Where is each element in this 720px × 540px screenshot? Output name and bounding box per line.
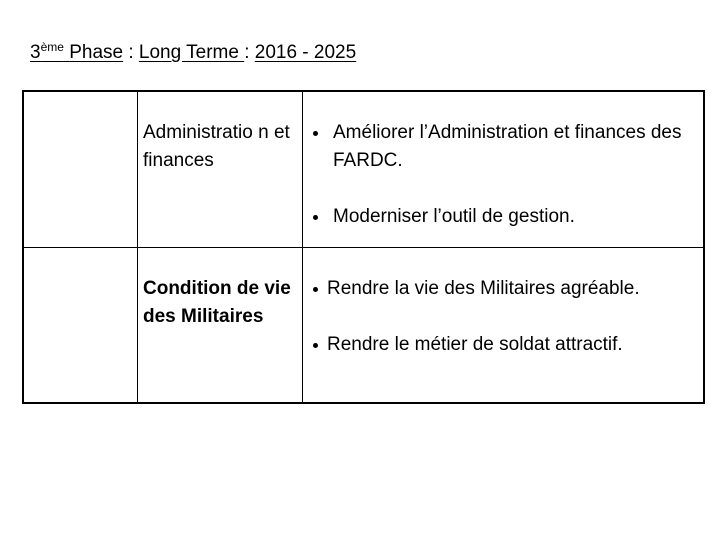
bullet-list xyxy=(303,92,703,231)
row-label-cell xyxy=(138,91,303,247)
title-separator-2: : xyxy=(244,42,255,63)
plan-table xyxy=(22,90,705,404)
empty-cell xyxy=(23,247,138,403)
bullet-item: Rendre le métier de soldat attractif. xyxy=(303,331,703,359)
bullet-cell xyxy=(303,247,705,403)
row-label-cell xyxy=(138,247,303,403)
empty-cell xyxy=(23,91,138,247)
phase-number: 3ème Phase xyxy=(30,40,124,63)
bullet-dot-icon xyxy=(313,287,318,292)
bullet-cell xyxy=(303,91,705,247)
row-label: Administratio n et finances xyxy=(143,122,290,171)
bullet-item: Rendre la vie des Militaires agréable. xyxy=(303,275,703,303)
year-range: 2016 - 2025 xyxy=(254,42,357,63)
bullet-dot-icon xyxy=(313,131,318,136)
bullet-dot-icon xyxy=(313,215,318,220)
title-separator: : xyxy=(123,42,139,63)
bullet-dot-icon xyxy=(313,343,318,348)
bullet-item: Améliorer l’Administration et finances des FARDC. xyxy=(303,119,703,175)
bullet-item: Moderniser l’outil de gestion. xyxy=(303,203,703,231)
bullet-list xyxy=(303,248,703,359)
table-row xyxy=(23,247,704,403)
page-title xyxy=(30,40,356,64)
table-row xyxy=(23,91,704,247)
row-label: Condition de vie des Militaires xyxy=(143,277,291,327)
term-label: Long Terme xyxy=(138,42,245,63)
